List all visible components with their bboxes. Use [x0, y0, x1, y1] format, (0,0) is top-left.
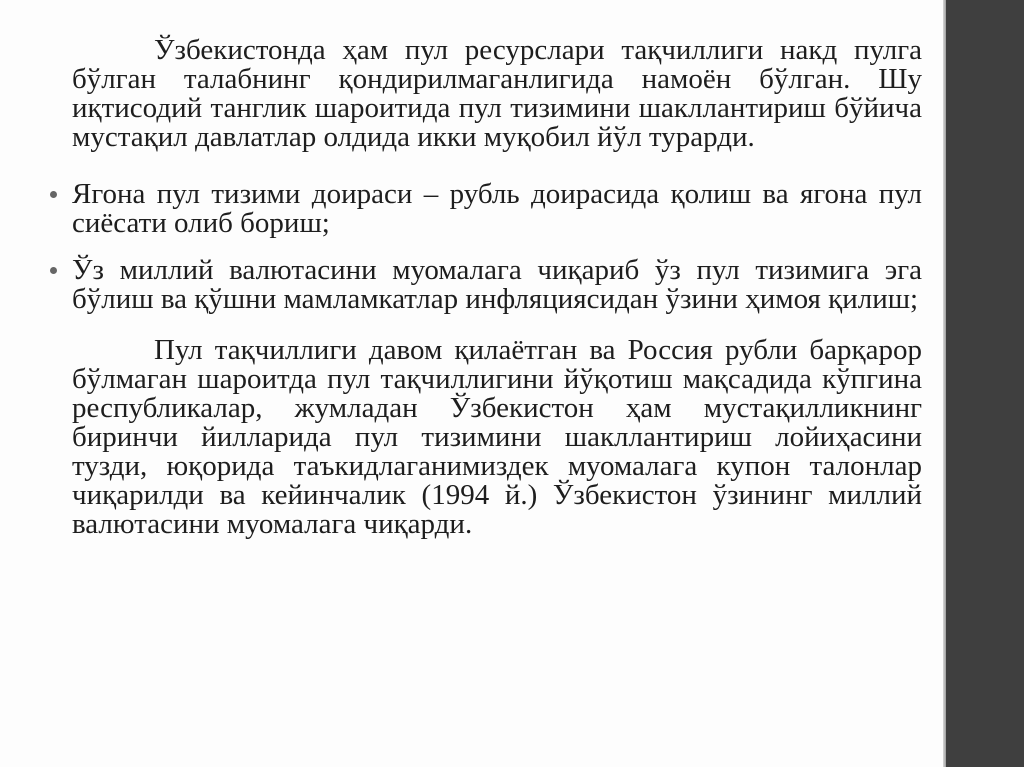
- bullet-dot-icon: [50, 267, 57, 274]
- bullet-item-2: [72, 256, 922, 314]
- bullet-text-1: Ягона пул тизими доираси – рубль доирасида қолиш ва ягона пул сиёсати олиб бориш;: [72, 178, 922, 239]
- dark-side-bar: [946, 0, 1024, 767]
- bullet-item-1: [72, 180, 922, 238]
- bullet-dot-icon: [50, 191, 57, 198]
- closing-paragraph: Пул тақчиллиги давом қилаётган ва Россия рубли барқарор бўлмаган шароитда пул тақчиллигини йўқотиш мақсадида кўпгина республикалар, жумладан Ўзбекистон ҳам мустақилликнинг биринчи йилларида пул тизимини шакллантириш лойиҳасини тузди, юқорида таъкидлаганимиздек муомалага купон талонлар чиқарилди ва кейинчалик (1994 й.) Ўзбекистон ўзининг миллий валютасини муомалага чиқарди.: [72, 334, 922, 540]
- slide-content: [72, 36, 922, 539]
- intro-paragraph: Ўзбекистонда ҳам пул ресурслари тақчиллиги накд пулга бўлган талабнинг қондирилмаганлигида намоён бўлган. Шу иқтисодий танглик шароитида пул тизимини шакллантириш бўйича мустақил давлатлар олдида икки муқобил йўл турарди.: [72, 34, 922, 153]
- bullet-text-2: Ўз миллий валютасини муомалага чиқариб ўз пул тизимига эга бўлиш ва қўшни мамламкатлар инфляциясидан ўзини ҳимоя қилиш;: [72, 254, 922, 315]
